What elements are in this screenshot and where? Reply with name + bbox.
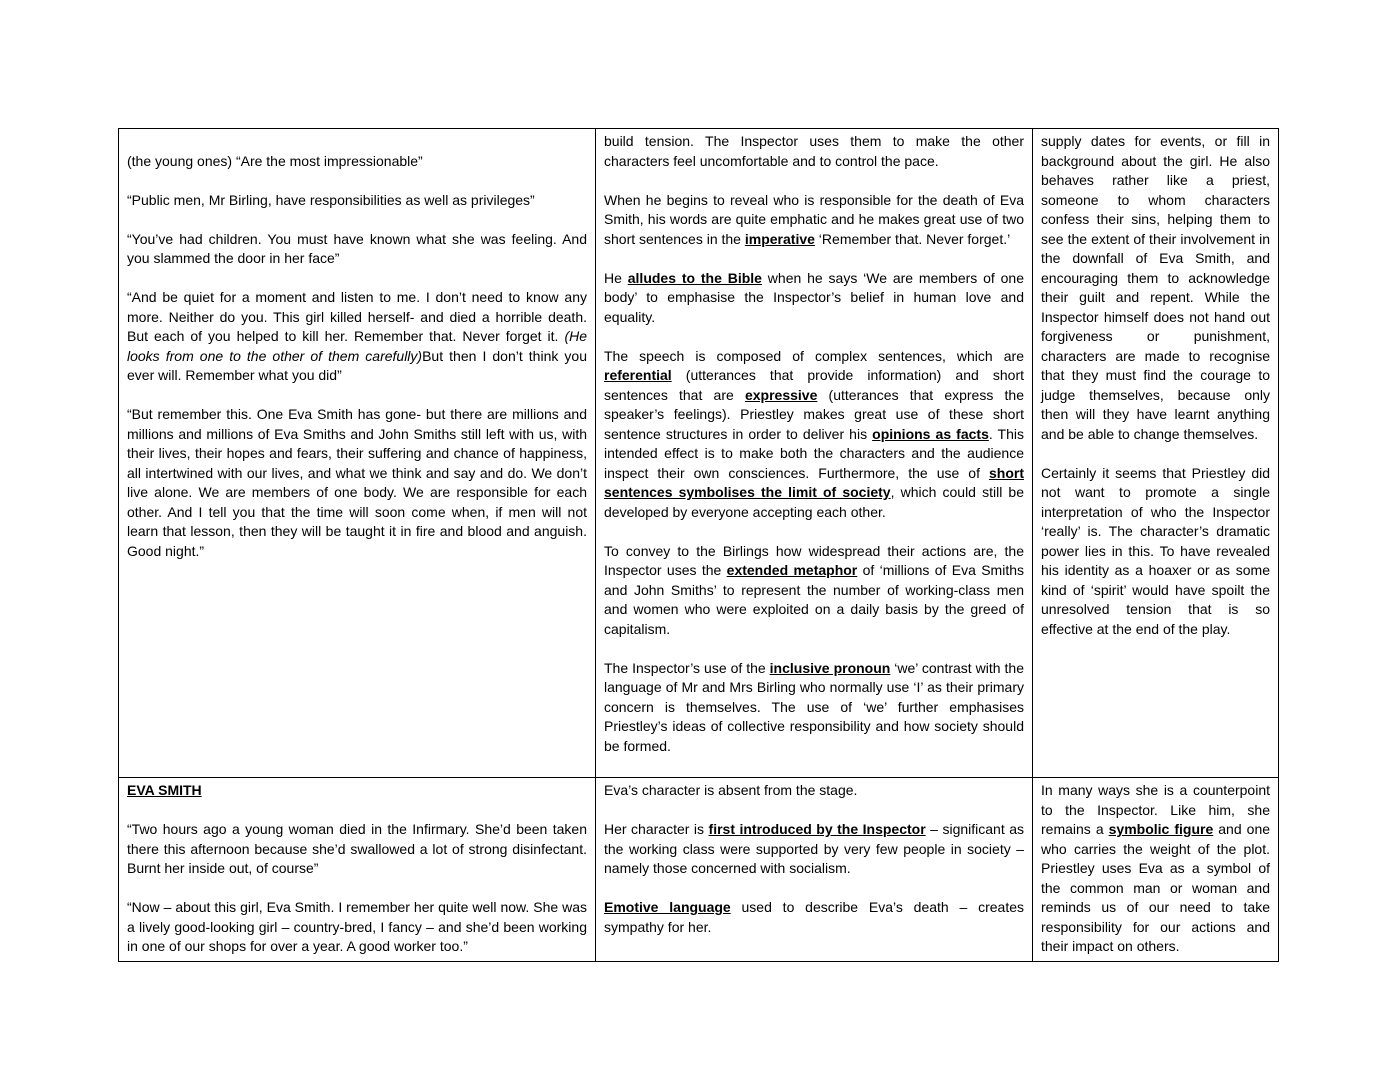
paragraph [604,781,1024,801]
text-run: . This intended effect is to make both the characters and the audience inspect their own consciences. Furthermore, the use of [604,425,1025,481]
text-run: ‘Remember that. Never forget.’ [814,230,1011,247]
text-run: When he begins to reveal who is responsible for the death of Eva Smith, his words are quite emphatic and he makes great use of two short sentences in the [604,191,1024,247]
text-run: Eva’s character is absent from the stage. [604,782,858,798]
eva-smith-row [119,778,1279,962]
paragraph [127,288,587,386]
text-run: “And be quiet for a moment and listen to me. I don’t need to know any more. Neither do you. This girl killed herself- and died a horrible death. But each of you helped to kill her. Remember that. Never forget it. [127,289,587,344]
text-run: of ‘millions of Eva Smiths and John Smiths’ to represent the number of working-class men and women who were exploited on a daily basis by the greed of capitalism. [604,562,1025,637]
key-term: first introduced by the Inspector [708,821,926,837]
text-run: (He looks from one to the other of them carefully) [127,328,587,364]
key-term: inclusive pronoun [769,659,891,676]
paragraph [1041,132,1270,444]
paragraph [604,191,1024,250]
key-term: EVA SMITH [127,782,202,798]
text-run: used to describe Eva’s death – creates sympathy for her. [604,899,1024,935]
text-run: He [604,269,628,286]
text-run: In many ways she is a counterpoint to the Inspector. Like him, she remains a [1041,782,1270,837]
paragraph [604,898,1024,937]
paragraph [127,405,587,561]
text-run: “Public men, Mr Birling, have responsibilities as well as privileges” [127,191,535,208]
text-run: when he says ‘We are members of one body’ to emphasise the Inspector’s belief in human love and equality. [604,269,1024,325]
key-term: extended metaphor [726,562,858,578]
paragraph [604,132,1024,171]
eva-smith-heading [127,781,587,801]
text-run: “Now – about this girl, Eva Smith. I remember her quite well now. She was a lively good-looking girl – country-bred, I fancy – and she’d been working in one of our shops for over a year. A good worker too.” [127,899,587,954]
cell-eva-smith-quotes [119,778,596,962]
paragraph [604,542,1024,640]
text-run: – significant as the working class were supported by very few people in society – namely those concerned with socialism. [604,821,1024,876]
text-run: “Two hours ago a young woman died in the Infirmary. She’d been taken there this afternoon because she’d swallowed a lot of strong disinfectant. Burnt her inside out, of course” [127,821,587,876]
key-term: Emotive language [604,899,731,915]
text-run: But then I don’t think you ever will. Remember what you did” [127,347,587,383]
cell-eva-smith-language-analysis [596,778,1033,962]
key-term: expressive [744,386,818,403]
key-term: opinions as facts [872,425,989,442]
cell-eva-smith-commentary [1033,778,1279,962]
inspector-row [119,129,1279,778]
paragraph [1041,781,1270,957]
key-term: symbolic figure [1108,821,1214,837]
cell-inspector-quotes [119,129,596,778]
text-run: ‘we’ contrast with the language of Mr and Mrs Birling who normally use ‘I’ as their primary concern is themselves. The use of ‘we’ further emphasises Priestley’s ideas of collective responsibility and how society should be formed. [604,659,1024,754]
study-notes-table [118,128,1279,962]
key-term: referential [604,367,672,383]
paragraph [604,820,1024,879]
cell-inspector-commentary [1033,129,1279,778]
text-run: (utterances that provide information) and short sentences that are [604,367,1024,403]
cell-inspector-language-analysis [596,129,1033,778]
text-run: (the young ones) “Are the most impressionable” [127,152,423,169]
key-term: alludes to the Bible [627,269,762,286]
text-run: Certainly it seems that Priestley did not want to promote a single interpretation of who the Inspector ‘really’ is. The character’s dramatic power lies in this. To have revealed his identity as a hoaxer or as some kind of ‘spirit’ would have spoilt the unresolved tension that is so effective at the end of the play. [1041,464,1270,637]
key-term: imperative [744,230,815,247]
text-run: Her character is [604,821,709,837]
text-run: and one who carries the weight of the plot. Priestley uses Eva as a symbol of the common man or woman and reminds us of our need to take responsibility for our actions and their impact on others. [1041,821,1271,954]
text-run: build tension. The Inspector uses them to make the other characters feel uncomfortable and to control the pace. [604,133,1024,169]
paragraph [127,191,587,211]
text-run: The speech is composed of complex sentences, which are [604,347,1024,364]
text-run: “You’ve had children. You must have known what she was feeling. And you slammed the door in her face” [127,230,587,266]
paragraph [1041,464,1270,640]
paragraph [127,820,587,879]
text-run: “But remember this. One Eva Smith has gone- but there are millions and millions and millions of Eva Smiths and John Smiths still left with us, with their lives, their hopes and fears, their suffering and chance of happiness, all intertwined with our lives, and what we think and say and do. We don’t live alone. We are members of one body. We are responsible for each other. And I tell you that the time will soon come when, if men will not learn that lesson, then they will be taught it in fire and blood and anguish. Good night.” [127,406,587,559]
text-run: The Inspector’s use of the [604,659,770,676]
paragraph [127,898,587,957]
text-run: To convey to the Birlings how widespread their actions are, the Inspector uses the [604,542,1024,578]
key-term: short sentences symbolises the limit of society [604,464,1024,500]
paragraph [604,347,1024,523]
text-run: , which could still be developed by everyone accepting each other. [604,484,1024,520]
text-run: supply dates for events, or fill in background about the girl. He also behaves rather like a priest, someone to whom characters confess their sins, helping them to see the extent of their involvement in the downfall of Eva Smith, and encouraging them to acknowledge their guilt and repent. While the Inspector himself does not hand out forgiveness or punishment, characters are made to recognise that they must find the courage to judge themselves, because only then will they have learnt anything and be able to change themselves. [1041,133,1270,442]
paragraph [604,659,1024,757]
paragraph [127,230,587,269]
paragraph [127,152,587,172]
paragraph [604,269,1024,328]
text-run: (utterances that express the speaker’s feelings). Priestley makes great use of these short sentence structures in order to deliver his [604,386,1024,442]
